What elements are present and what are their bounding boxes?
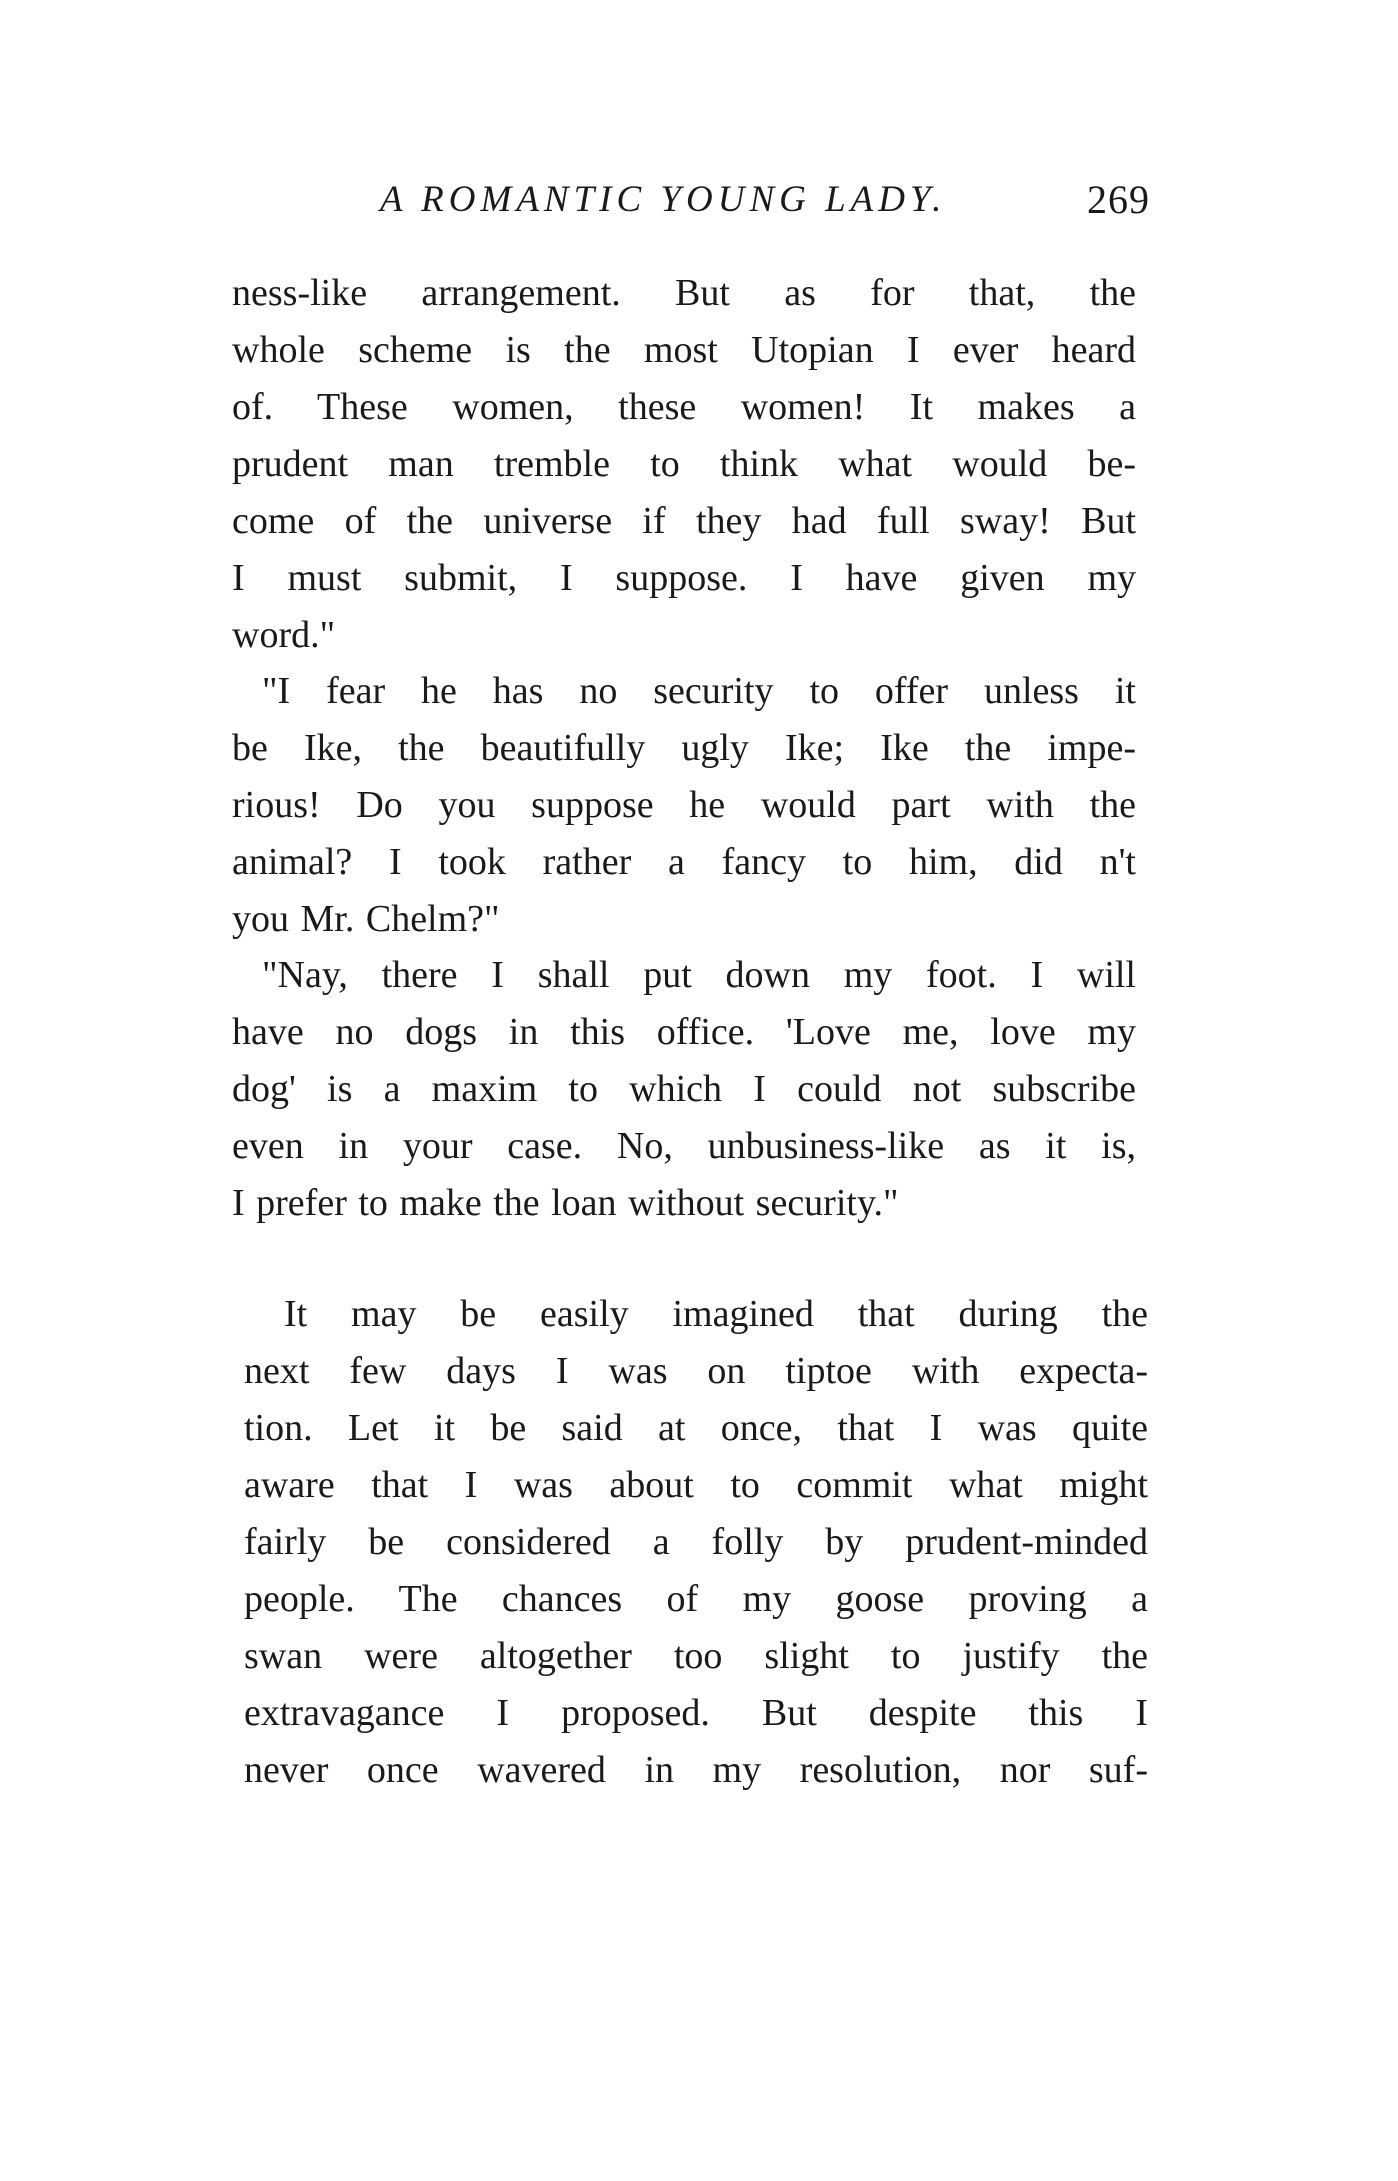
page-number: 269 — [1087, 177, 1150, 222]
text-line: come of the universe if they had full sway! But — [232, 500, 1136, 542]
text-line: "Nay, there I shall put down my foot. I will — [262, 954, 1136, 996]
text-line: extravagance I proposed. But despite this I — [244, 1692, 1148, 1734]
text-line: dog' is a maxim to which I could not subscribe — [232, 1068, 1136, 1110]
text-line: ness-like arrangement. But as for that, the — [232, 272, 1136, 314]
text-line: never once wavered in my resolution, nor suf- — [244, 1749, 1148, 1791]
text-line: people. The chances of my goose proving a — [244, 1578, 1148, 1620]
text-line: whole scheme is the most Utopian I ever heard — [232, 329, 1136, 371]
running-head — [380, 170, 1150, 230]
text-line: I prefer to make the loan without security." — [232, 1182, 899, 1224]
text-line: be Ike, the beautifully ugly Ike; Ike the impe- — [232, 727, 1136, 769]
text-line: fairly be considered a folly by prudent-minded — [244, 1521, 1148, 1563]
text-line: swan were altogether too slight to justify the — [244, 1635, 1148, 1677]
text-line: It may be easily imagined that during the — [284, 1293, 1148, 1335]
text-line: have no dogs in this office. 'Love me, love my — [232, 1011, 1136, 1053]
text-line: rious! Do you suppose he would part with the — [232, 784, 1136, 826]
text-line: tion. Let it be said at once, that I was quite — [244, 1407, 1148, 1449]
text-line: even in your case. No, unbusiness-like as it is, — [232, 1125, 1136, 1167]
text-line: animal? I took rather a fancy to him, did n't — [232, 841, 1136, 883]
text-line: of. These women, these women! It makes a — [232, 386, 1136, 428]
text-line: word." — [232, 614, 336, 656]
text-line: you Mr. Chelm?" — [232, 898, 500, 940]
running-title: A ROMANTIC YOUNG LADY. — [380, 179, 947, 220]
text-line: prudent man tremble to think what would be- — [232, 443, 1136, 485]
text-line: next few days I was on tiptoe with expecta- — [244, 1350, 1148, 1392]
text-line: "I fear he has no security to offer unless it — [262, 670, 1136, 712]
text-line: aware that I was about to commit what might — [244, 1464, 1148, 1506]
text-line: I must submit, I suppose. I have given my — [232, 557, 1136, 599]
